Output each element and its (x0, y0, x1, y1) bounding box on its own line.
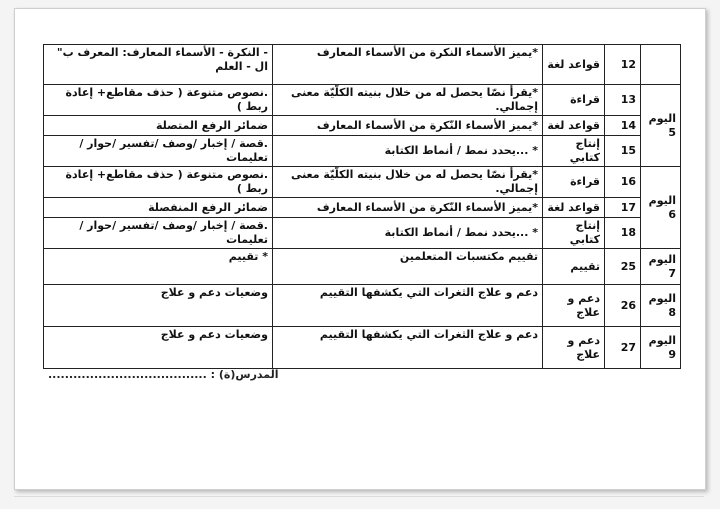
session-number: 27 (605, 327, 641, 369)
activity-cell: إنتاج كتابي (543, 218, 605, 249)
session-number: 16 (605, 167, 641, 198)
activity-cell: تقييم (543, 249, 605, 285)
session-number: 13 (605, 85, 641, 116)
table-row (44, 136, 681, 167)
activity-cell: قراءة (543, 85, 605, 116)
objective-cell: *يميز الأسماء النكرة من الأسماء المعارف (273, 45, 543, 85)
day-cell: اليوم 6 (641, 167, 681, 249)
objective-cell: *يميز الأسماء النّكرة من الأسماء المعارف (273, 116, 543, 136)
content-cell: وضعيات دعم و علاج (44, 285, 273, 327)
table-row (44, 327, 681, 369)
objective-cell: دعم و علاج الثغرات التي يكشفها التقييم (273, 285, 543, 327)
objective-cell: *يميز الأسماء النّكرة من الأسماء المعارف (273, 198, 543, 218)
table-row (44, 249, 681, 285)
content-cell: .قصة / إخبار /وصف /تفسير /حوار /تعليمات (44, 218, 273, 249)
activity-cell: قراءة (543, 167, 605, 198)
table-row (44, 198, 681, 218)
session-number: 26 (605, 285, 641, 327)
activity-cell: إنتاج كتابي (543, 136, 605, 167)
content-cell: .نصوص متنوعة ( حذف مقاطع+ إعادة ربط ) (44, 85, 273, 116)
session-number: 12 (605, 45, 641, 85)
objective-cell: * ...يحدد نمط / أنماط الكتابة (273, 218, 543, 249)
objective-cell: دعم و علاج الثغرات التي يكشفها التقييم (273, 327, 543, 369)
session-number: 17 (605, 198, 641, 218)
objective-cell: *يقرأ نصّا يحصل له من خلال بنيته الكلّيّة معنى إجمالي. (273, 167, 543, 198)
objective-cell: تقييم مكتسبات المتعلمين (273, 249, 543, 285)
day-cell: اليوم 5 (641, 85, 681, 167)
day-cell: اليوم 7 (641, 249, 681, 285)
divider (14, 496, 704, 497)
table-row (44, 116, 681, 136)
content-cell: .نصوص متنوعة ( حذف مقاطع+ إعادة ربط ) (44, 167, 273, 198)
content-cell: - النكرة - الأسماء المعارف: المعرف ب" ال - العلم (44, 45, 273, 85)
content-cell: وضعيات دعم و علاج (44, 327, 273, 369)
objective-cell: * ...يحدد نمط / أنماط الكتابة (273, 136, 543, 167)
session-number: 18 (605, 218, 641, 249)
day-cell: اليوم 8 (641, 285, 681, 327)
table-row (44, 285, 681, 327)
table-row (44, 85, 681, 116)
table-row (44, 45, 681, 85)
activity-cell: دعم و علاج (543, 285, 605, 327)
content-cell: ضمائر الرفع المنفصلة (44, 198, 273, 218)
activity-cell: دعم و علاج (543, 327, 605, 369)
content-cell: ضمائر الرفع المتصلة (44, 116, 273, 136)
activity-cell: قواعد لغة (543, 45, 605, 85)
day-cell: اليوم 9 (641, 327, 681, 369)
objective-cell: *يقرأ نصّا يحصل له من خلال بنيته الكلّيّة معنى إجمالي. (273, 85, 543, 116)
content-cell: .قصة / إخبار /وصف /تفسير /حوار /تعليمات (44, 136, 273, 167)
session-number: 25 (605, 249, 641, 285)
content-cell: * تقييم (44, 249, 273, 285)
session-number: 14 (605, 116, 641, 136)
table-row (44, 218, 681, 249)
teacher-signature-line: المدرس(ة) : ...................................... (48, 368, 279, 381)
activity-cell: قواعد لغة (543, 116, 605, 136)
session-number: 15 (605, 136, 641, 167)
activity-cell: قواعد لغة (543, 198, 605, 218)
day-cell (641, 45, 681, 85)
table-row (44, 167, 681, 198)
lesson-plan-table (43, 44, 681, 369)
